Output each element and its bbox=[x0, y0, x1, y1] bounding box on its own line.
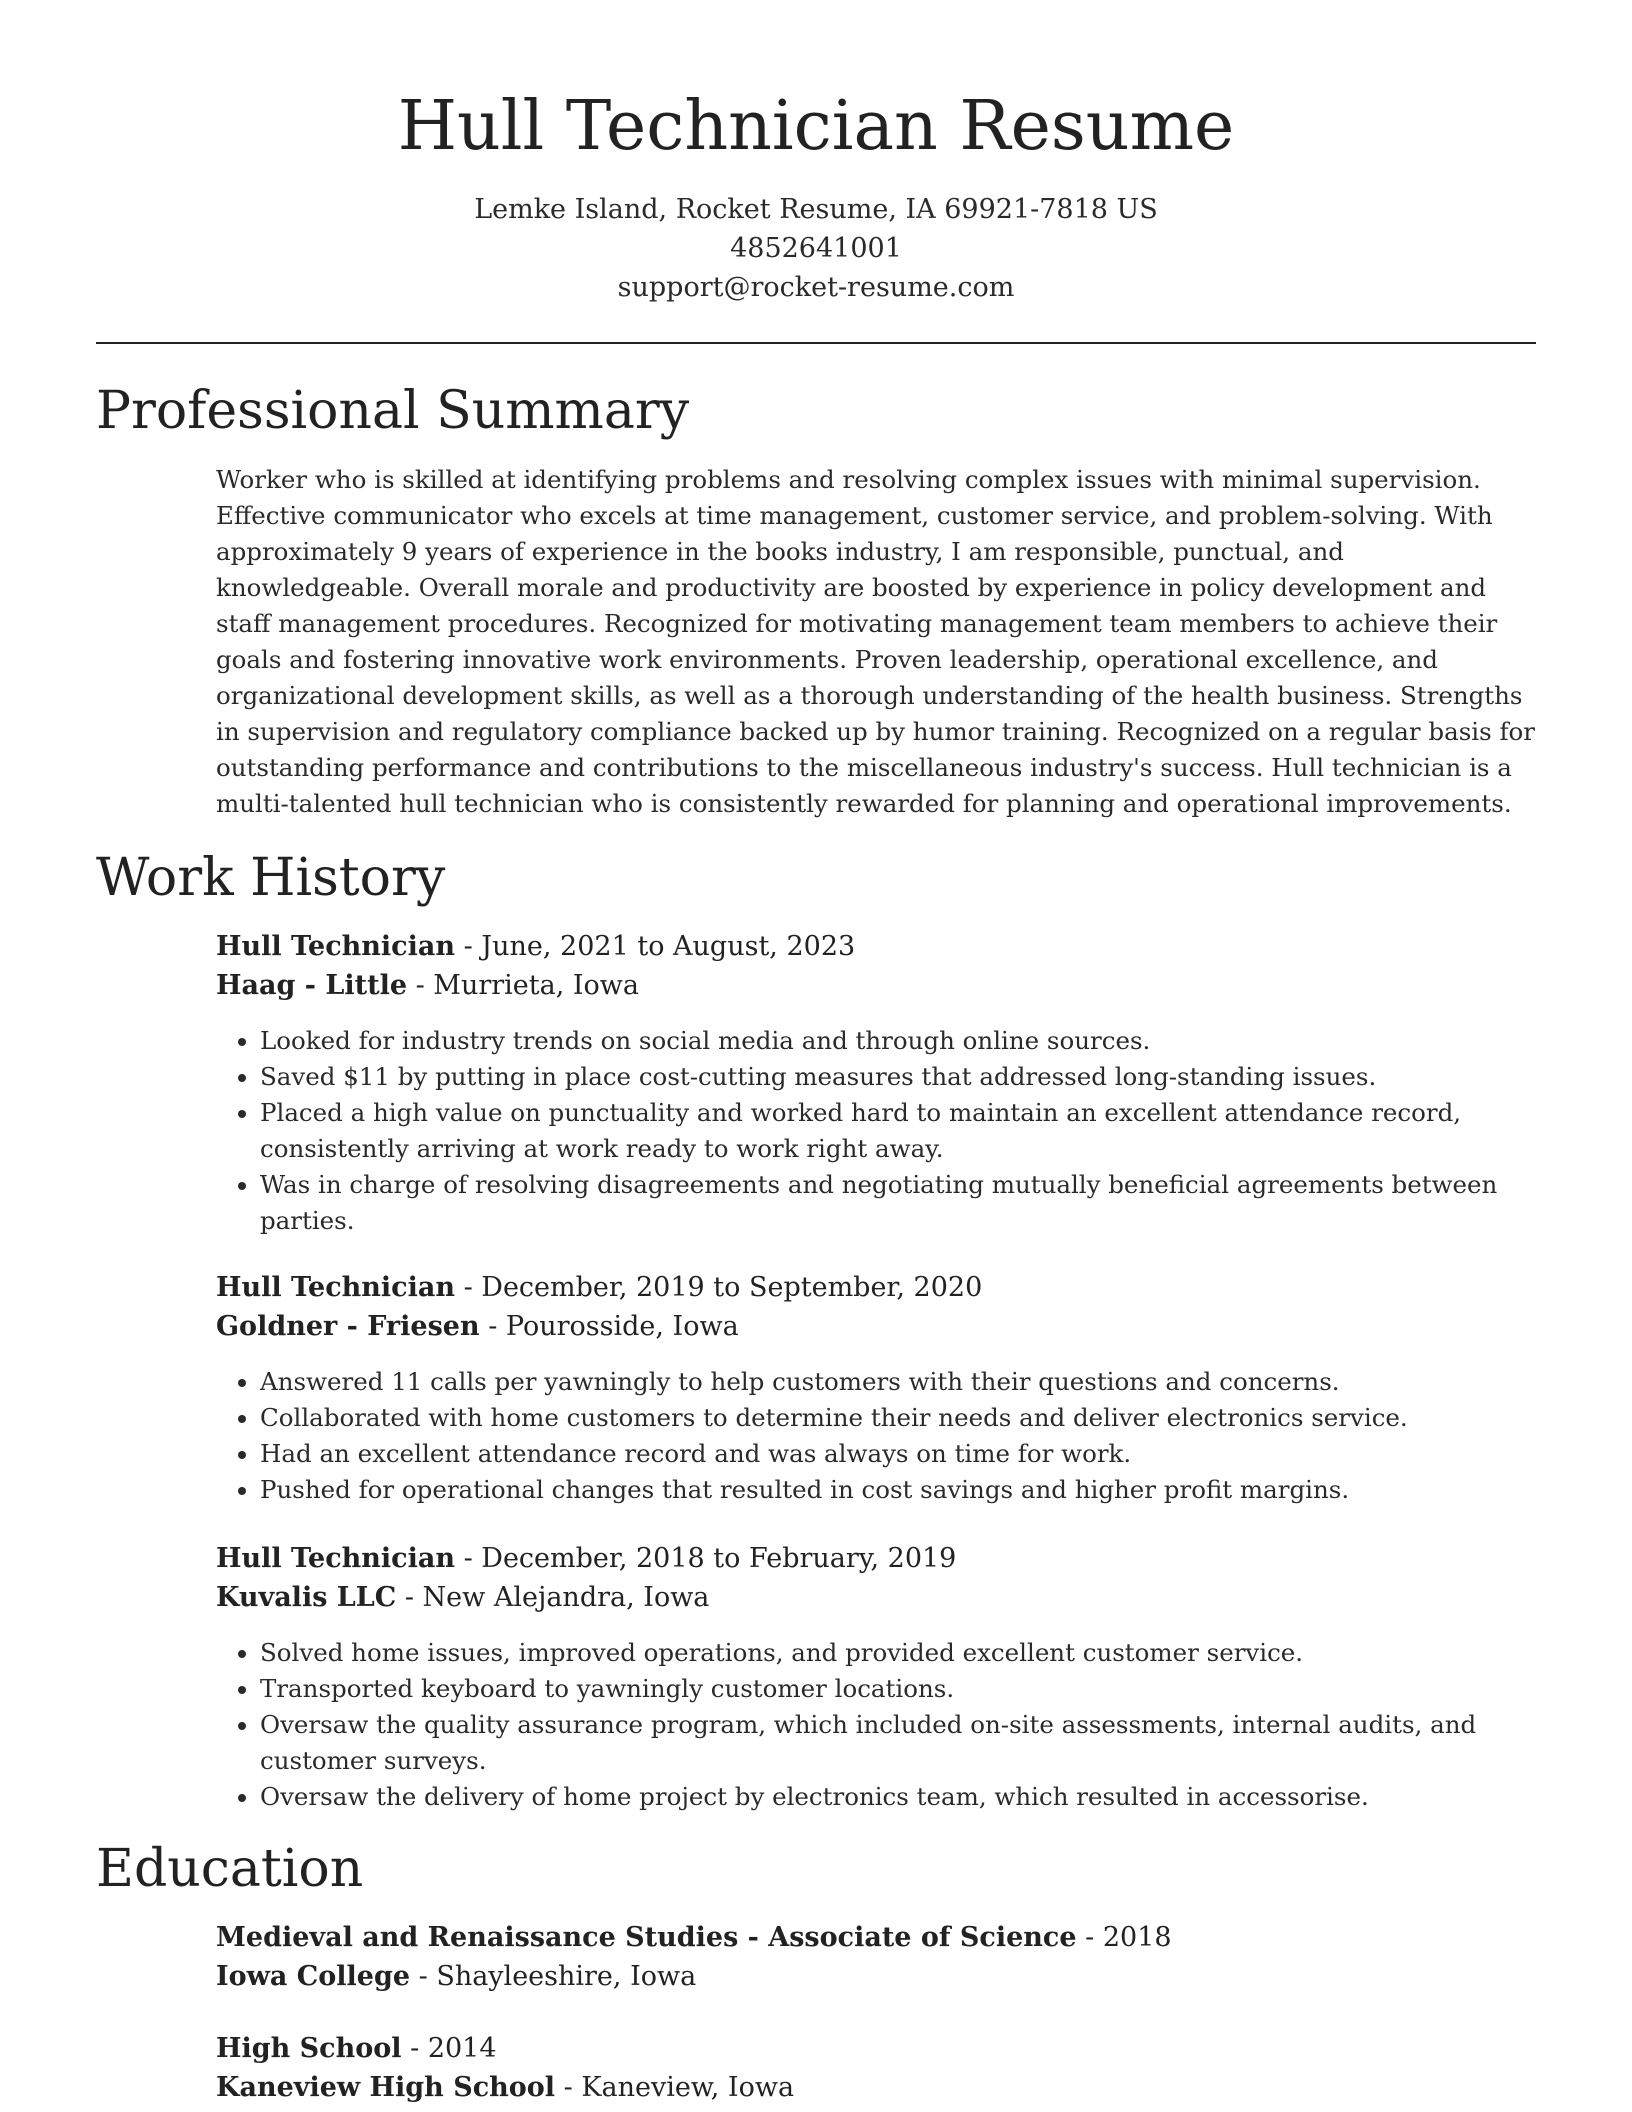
education-entry bbox=[216, 2029, 1536, 2107]
education-school-line bbox=[216, 1957, 1536, 1996]
job-bullet: • Had an excellent attendance record and was always on time for work. bbox=[260, 1436, 1536, 1472]
education-degree: Medieval and Renaissance Studies - Associate of Science bbox=[216, 1922, 1077, 1953]
resume-header bbox=[0, 82, 1632, 307]
education-entry bbox=[216, 1918, 1536, 1996]
job-dates: - December, 2019 to September, 2020 bbox=[455, 1272, 983, 1303]
job-role: Hull Technician bbox=[216, 931, 456, 962]
job-bullet: • Oversaw the quality assurance program, which included on-site assessments, internal audits, and customer surveys. bbox=[260, 1707, 1536, 1779]
job-location: - Murrieta, Iowa bbox=[407, 970, 640, 1001]
contact-address: Lemke Island, Rocket Resume, IA 69921-7818 US bbox=[474, 194, 1158, 225]
job-bullet: • Solved home issues, improved operations, and provided excellent customer service. bbox=[260, 1635, 1536, 1671]
job-role: Hull Technician bbox=[216, 1543, 456, 1574]
job-bullet: • Answered 11 calls per yawningly to help customers with their questions and concerns. bbox=[260, 1364, 1536, 1400]
contact-email: support@rocket-resume.com bbox=[617, 272, 1015, 303]
job-entry bbox=[216, 1539, 1536, 1815]
job-company-line bbox=[216, 966, 1536, 1005]
job-title-line bbox=[216, 1268, 1536, 1307]
job-bullet: • Oversaw the delivery of home project by electronics team, which resulted in accessorise. bbox=[260, 1779, 1536, 1815]
job-dates: - December, 2018 to February, 2019 bbox=[455, 1543, 957, 1574]
job-role: Hull Technician bbox=[216, 1272, 456, 1303]
job-company: Goldner - Friesen bbox=[216, 1311, 480, 1342]
education-year: - 2018 bbox=[1076, 1922, 1172, 1953]
job-bullet: • Pushed for operational changes that resulted in cost savings and higher profit margins. bbox=[260, 1472, 1536, 1508]
job-bullet: • Transported keyboard to yawningly customer locations. bbox=[260, 1671, 1536, 1707]
contact-block bbox=[0, 190, 1632, 307]
job-entry bbox=[216, 927, 1536, 1239]
header-divider bbox=[96, 342, 1536, 344]
education-school-line bbox=[216, 2068, 1536, 2107]
education-school: Iowa College bbox=[216, 1961, 411, 1992]
job-company: Haag - Little bbox=[216, 970, 408, 1001]
resume-title: Hull Technician Resume bbox=[397, 87, 1235, 166]
job-title-line bbox=[216, 1539, 1536, 1578]
job-location: - Pourosside, Iowa bbox=[479, 1311, 739, 1342]
education-year: - 2014 bbox=[401, 2033, 497, 2064]
job-title-line bbox=[216, 927, 1536, 966]
job-company-line bbox=[216, 1307, 1536, 1346]
job-entry bbox=[216, 1268, 1536, 1508]
job-company: Kuvalis LLC bbox=[216, 1582, 397, 1613]
education-degree-line bbox=[216, 2029, 1536, 2068]
job-bullet: • Placed a high value on punctuality and worked hard to maintain an excellent attendance record, consistently arriving at work ready to work right away. bbox=[260, 1095, 1536, 1167]
education-degree: High School bbox=[216, 2033, 402, 2064]
job-bullet: • Was in charge of resolving disagreements and negotiating mutually beneficial agreements between parties. bbox=[260, 1167, 1536, 1239]
contact-phone: 4852641001 bbox=[730, 233, 902, 264]
job-location: - New Alejandra, Iowa bbox=[396, 1582, 710, 1613]
job-bullet: • Collaborated with home customers to determine their needs and deliver electronics service. bbox=[260, 1400, 1536, 1436]
job-bullets bbox=[216, 1364, 1536, 1508]
job-bullets bbox=[216, 1023, 1536, 1239]
section-title-summary: Professional Summary bbox=[96, 381, 690, 441]
education-location: - Kaneview, Iowa bbox=[555, 2072, 795, 2103]
education-school: Kaneview High School bbox=[216, 2072, 556, 2103]
job-dates: - June, 2021 to August, 2023 bbox=[455, 931, 856, 962]
job-company-line bbox=[216, 1578, 1536, 1617]
job-bullet: • Saved $11 by putting in place cost-cutting measures that addressed long-standing issues. bbox=[260, 1059, 1536, 1095]
section-title-education: Education bbox=[96, 1839, 364, 1899]
job-bullet: • Looked for industry trends on social media and through online sources. bbox=[260, 1023, 1536, 1059]
education-location: - Shayleeshire, Iowa bbox=[410, 1961, 697, 1992]
job-bullets bbox=[216, 1635, 1536, 1815]
education-degree-line bbox=[216, 1918, 1536, 1957]
summary-text: Worker who is skilled at identifying problems and resolving complex issues with minimal supervision. Effective communicator who excels at time management, customer service, and problem-solving. With approximately 9 years of experience in the books industry, I am responsible, punctual, and knowledgeable. Overall morale and productivity are boosted by experience in policy development and staff management procedures. Recognized for motivating management team members to achieve their goals and fostering innovative work environments. Proven leadership, operational excellence, and organizational development skills, as well as a thorough understanding of the health business. Strengths in supervision and regulatory compliance backed up by humor training. Recognized on a regular basis for outstanding performance and contributions to the miscellaneous industry's success. Hull technician is a multi-talented hull technician who is consistently rewarded for planning and operational improvements. bbox=[216, 465, 1536, 818]
section-title-work-history: Work History bbox=[96, 848, 446, 908]
